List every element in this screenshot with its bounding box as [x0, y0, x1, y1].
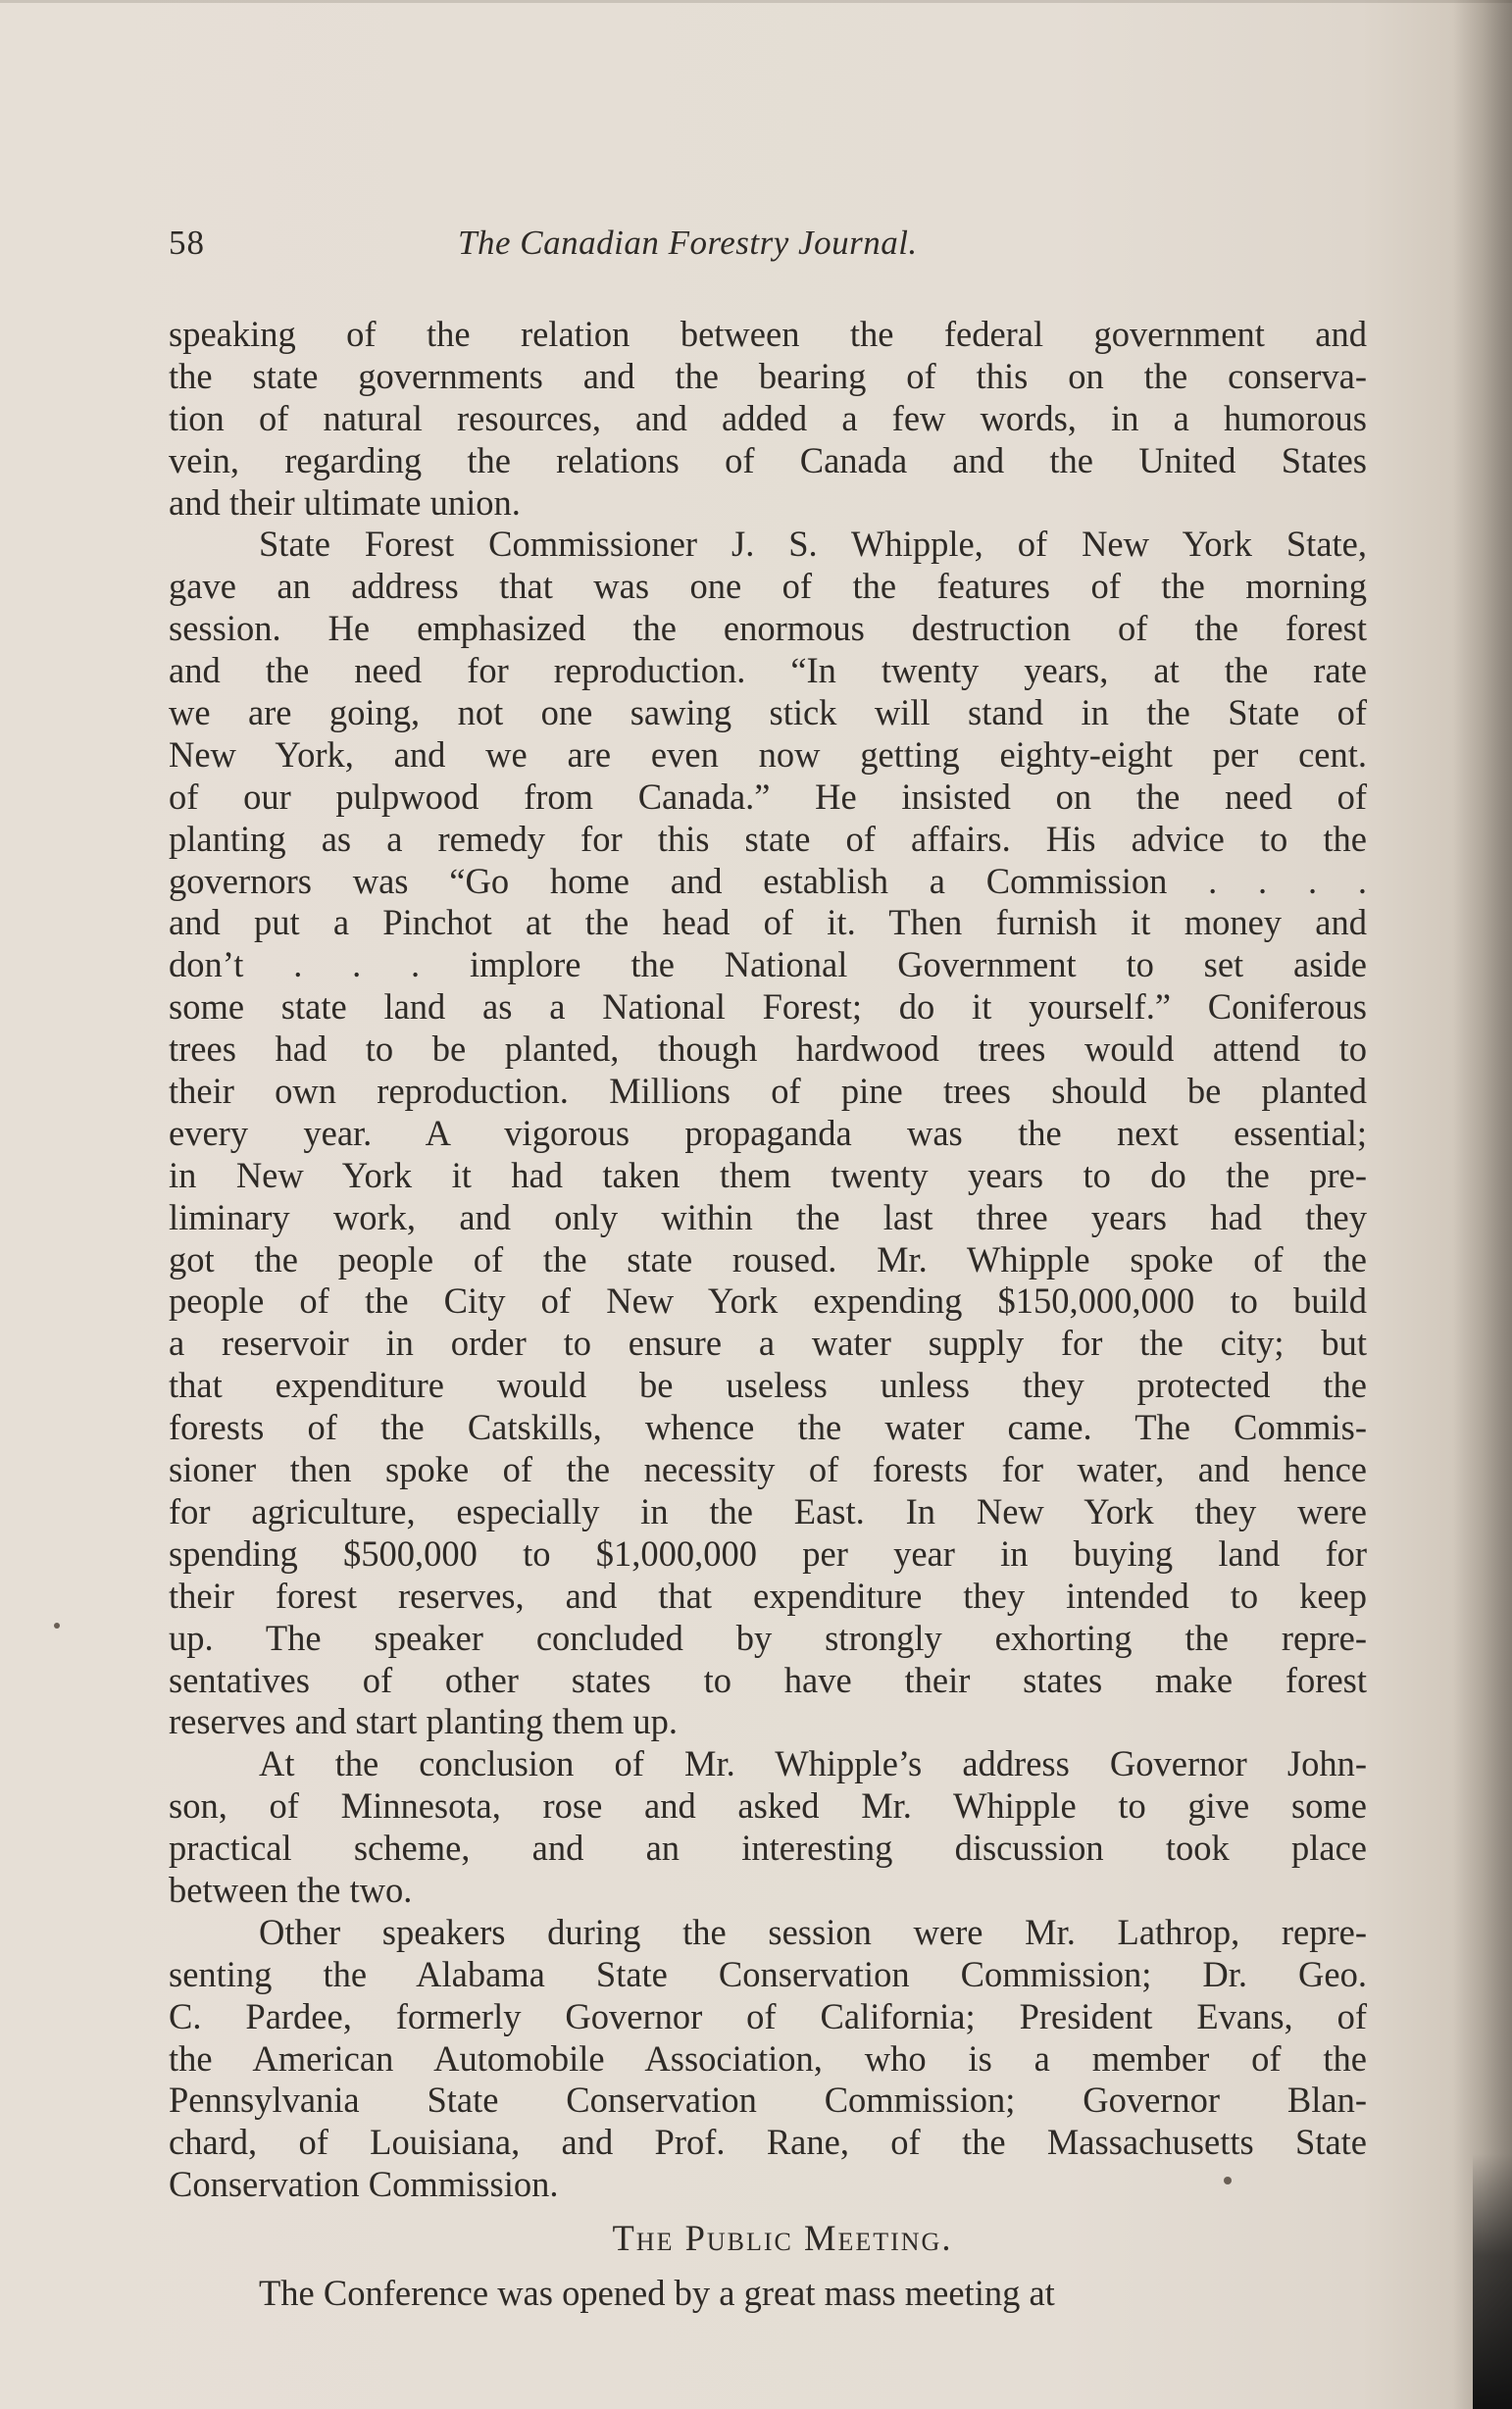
- journal-title: The Canadian Forestry Journal.: [458, 224, 918, 262]
- paragraph: [169, 524, 1367, 1743]
- text-line: their own reproduction. Millions of pine trees should be planted: [169, 1071, 1367, 1112]
- text-line: Other speakers during the session were Mr. Lathrop, repre-: [259, 1911, 1367, 1952]
- text-line: in New York it had taken them twenty years to do the pre-: [169, 1154, 1367, 1195]
- text-line: Pennsylvania State Conservation Commission; Governor Blan-: [169, 2080, 1367, 2121]
- text-line: people of the City of New York expending $150,000,000 to build: [169, 1280, 1367, 1322]
- article-body: [169, 314, 1367, 2315]
- text-line: forests of the Catskills, whence the water came. The Commis-: [169, 1407, 1367, 1448]
- text-line: spending $500,000 to $1,000,000 per year in buying land for: [169, 1532, 1367, 1574]
- text-line: and the need for reproduction. “In twenty years, at the rate: [169, 650, 1367, 691]
- page-header: [169, 224, 1365, 278]
- page-number: 58: [169, 224, 205, 262]
- binding-shadow: [1453, 0, 1512, 2409]
- text-line: chard, of Louisiana, and Prof. Rane, of the Massachusetts State: [169, 2122, 1367, 2163]
- text-line: reserves and start planting them up.: [169, 1701, 678, 1742]
- text-line: liminary work, and only within the last three years had they: [169, 1196, 1367, 1237]
- text-line: don’t . . . implore the National Government to set aside: [169, 944, 1367, 985]
- speck-mark: [54, 1623, 60, 1629]
- text-line: a reservoir in order to ensure a water supply for the city; but: [169, 1323, 1367, 1364]
- page-corner-shadow: [1473, 2154, 1512, 2409]
- paragraph: [169, 1912, 1367, 2206]
- text-line: speaking of the relation between the federal government and: [169, 314, 1367, 354]
- text-line: the state governments and the bearing of this on the conserva-: [169, 355, 1367, 396]
- text-line: Conservation Commission.: [169, 2164, 559, 2205]
- text-line: tion of natural resources, and added a few words, in a humorous: [169, 397, 1367, 438]
- text-line: and put a Pinchot at the head of it. Then furnish it money and: [169, 902, 1367, 943]
- text-line: session. He emphasized the enormous destruction of the forest: [169, 608, 1367, 649]
- text-line: At the conclusion of Mr. Whipple’s address Governor John-: [259, 1743, 1367, 1784]
- text-line: State Forest Commissioner J. S. Whipple, of New York State,: [259, 524, 1367, 565]
- page-top-edge: [0, 0, 1512, 3]
- text-line: between the two.: [169, 1869, 413, 1910]
- paragraph: [169, 1743, 1367, 1912]
- text-line: up. The speaker concluded by strongly exhorting the repre-: [169, 1617, 1367, 1658]
- text-line: vein, regarding the relations of Canada and the United States: [169, 439, 1367, 480]
- text-line: The Conference was opened by a great mass meeting at: [259, 2273, 1055, 2314]
- text-line: sioner then spoke of the necessity of forests for water, and hence: [169, 1449, 1367, 1490]
- text-line: New York, and we are even now getting eighty-eight per cent.: [169, 733, 1367, 775]
- text-line: for agriculture, especially in the East. In New York they were: [169, 1490, 1367, 1531]
- text-line: the American Automobile Association, who is a member of the: [169, 2037, 1367, 2079]
- text-line: their forest reserves, and that expenditure they intended to keep: [169, 1575, 1367, 1616]
- text-line: and their ultimate union.: [169, 481, 521, 523]
- text-line: every year. A vigorous propaganda was the next essential;: [169, 1112, 1367, 1153]
- text-line: that expenditure would be useless unless they protected the: [169, 1365, 1367, 1406]
- text-line: governors was “Go home and establish a Commission . . . .: [169, 860, 1367, 901]
- text-line: some state land as a National Forest; do it yourself.” Coniferous: [169, 986, 1367, 1028]
- text-line: gave an address that was one of the features of the morning: [169, 566, 1367, 607]
- text-line: of our pulpwood from Canada.” He insisted on the need of: [169, 776, 1367, 817]
- paragraph: [169, 314, 1367, 524]
- paragraph: [169, 2273, 1367, 2315]
- text-line: practical scheme, and an interesting discussion took place: [169, 1828, 1367, 1869]
- text-line: sentatives of other states to have their states make forest: [169, 1659, 1367, 1700]
- text-line: C. Pardee, formerly Governor of California; President Evans, of: [169, 1995, 1367, 2036]
- text-line: planting as a remedy for this state of affairs. His advice to the: [169, 818, 1367, 859]
- text-line: son, of Minnesota, rose and asked Mr. Whipple to give some: [169, 1785, 1367, 1827]
- section-heading: The Public Meeting.: [612, 2218, 953, 2259]
- text-line: trees had to be planted, though hardwood trees would attend to: [169, 1029, 1367, 1070]
- text-line: got the people of the state roused. Mr. Whipple spoke of the: [169, 1238, 1367, 1280]
- text-line: we are going, not one sawing stick will stand in the State of: [169, 692, 1367, 733]
- text-line: senting the Alabama State Conservation Commission; Dr. Geo.: [169, 1953, 1367, 1994]
